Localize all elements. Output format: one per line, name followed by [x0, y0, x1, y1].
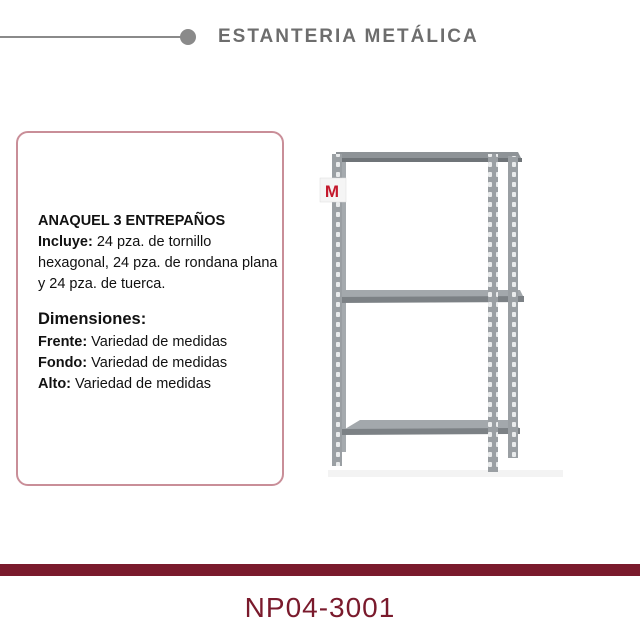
depth-label: Fondo:	[38, 355, 88, 371]
front-value: Variedad de medidas	[87, 334, 228, 350]
depth-line	[38, 353, 278, 374]
dimensions-title: Dimensiones:	[38, 310, 147, 328]
header-line	[0, 36, 190, 38]
shelf-image	[318, 140, 568, 485]
info-text	[38, 211, 278, 395]
front-right-post	[488, 154, 498, 472]
height-line	[38, 374, 278, 395]
right-side-post	[508, 156, 518, 458]
header-dot	[180, 29, 196, 45]
bottom-bar	[0, 564, 640, 576]
depth-value: Variedad de medidas	[87, 355, 228, 371]
product-name: ANAQUEL 3 ENTREPAÑOS	[38, 213, 226, 229]
height-value: Variedad de medidas	[71, 376, 212, 392]
height-label: Alto:	[38, 376, 72, 392]
logo-mark: M	[324, 182, 340, 201]
info-box	[16, 131, 284, 486]
floor-shadow	[328, 470, 563, 477]
page-title: ESTANTERIA METÁLICA	[218, 26, 479, 47]
includes-line	[38, 232, 278, 295]
front-label: Frente:	[38, 334, 88, 350]
includes-label: Incluye:	[38, 234, 93, 250]
includes-text: 24 pza. de tornillo hexagonal, 24 pza. de rondana plana y 24 pza. de tuerca.	[38, 234, 278, 292]
front-line	[38, 332, 278, 353]
product-code: NP04-3001	[244, 592, 396, 623]
